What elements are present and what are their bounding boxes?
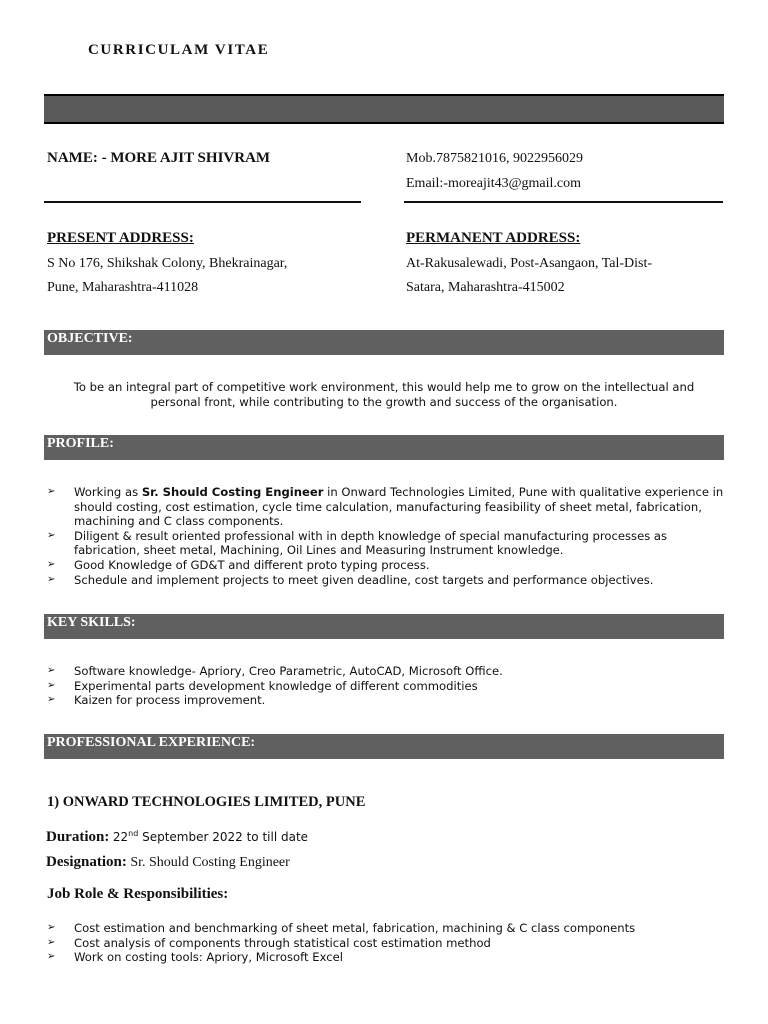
designation-field [46, 854, 290, 871]
designation-label: Designation: [46, 854, 127, 870]
duration-field [46, 829, 308, 846]
permanent-address-line-1: At-Rakusalewadi, Post-Asangaon, Tal-Dist- [406, 256, 653, 271]
list-item: ➢ Work on costing tools: Apriory, Microsoft Excel [47, 950, 343, 965]
arrow-bullet-icon: ➢ [47, 951, 56, 963]
present-address-heading: PRESENT ADDRESS: [47, 230, 194, 246]
header-bar [44, 94, 724, 124]
list-item: ➢ Good Knowledge of GD&T and different proto typing process. [47, 557, 430, 572]
email-address: Email:-moreajit43@gmail.com [406, 176, 582, 191]
duration-label: Duration: [46, 829, 110, 845]
list-item: ➢ Software knowledge- Apriory, Creo Parametric, AutoCAD, Microsoft Office. [47, 664, 503, 678]
company-name: 1) ONWARD TECHNOLOGIES LIMITED, PUNE [47, 794, 366, 810]
responsibilities-list [46, 921, 736, 965]
arrow-bullet-icon: ➢ [47, 558, 56, 570]
mobile-number: Mob.7875821016, 9022956029 [406, 151, 583, 166]
arrow-bullet-icon: ➢ [47, 922, 56, 933]
arrow-bullet-icon: ➢ [47, 486, 56, 497]
key-skills-section-header: KEY SKILLS: [44, 614, 724, 639]
permanent-address-line-2: Satara, Maharashtra-415002 [406, 280, 565, 295]
list-item: ➢ Working as Sr. Should Costing Engineer in Onward Technologies Limited, Pune with qualitative experience in should costing, cost estimation, cycle time calculation, manufacturing feasibility of sheet metal, fabrication, machining and C class components. [47, 485, 724, 529]
profile-list [46, 485, 736, 587]
divider-right [404, 201, 723, 203]
job-title-highlight: Sr. Should Costing Engineer [141, 485, 324, 499]
divider-left [44, 201, 361, 203]
designation-value: Sr. Should Costing Engineer [130, 855, 290, 870]
job-role-heading: Job Role & Responsibilities: [47, 886, 229, 902]
key-skills-list [46, 664, 736, 708]
list-item: ➢ Cost estimation and benchmarking of sheet metal, fabrication, machining & C class components [47, 921, 636, 935]
arrow-bullet-icon: ➢ [47, 936, 56, 948]
duration-value: 22nd September 2022 to till date [112, 829, 309, 844]
arrow-bullet-icon: ➢ [47, 529, 56, 541]
list-item: ➢ Kaizen for process improvement. [47, 693, 266, 708]
list-item: ➢ Experimental parts development knowledge of different commodities [47, 678, 478, 693]
permanent-address-heading: PERMANENT ADDRESS: [406, 230, 581, 246]
arrow-bullet-icon: ➢ [47, 573, 56, 585]
candidate-name: NAME: - MORE AJIT SHIVRAM [47, 150, 271, 166]
arrow-bullet-icon: ➢ [47, 694, 56, 706]
profile-section-header: PROFILE: [44, 435, 724, 460]
objective-section-header: OBJECTIVE: [44, 330, 724, 355]
present-address-line-1: S No 176, Shikshak Colony, Bhekrainagar, [47, 256, 288, 271]
objective-text: To be an integral part of competitive work environment, this would help me to grow on the intellectual and personal front, while contributing to the growth and success of the organisation. [73, 380, 695, 409]
list-item: ➢ Schedule and implement projects to meet given deadline, cost targets and performance objectives. [47, 572, 654, 587]
arrow-bullet-icon: ➢ [47, 665, 56, 676]
list-item: ➢ Cost analysis of components through statistical cost estimation method [47, 935, 491, 950]
arrow-bullet-icon: ➢ [47, 679, 56, 691]
document-title: CURRICULAM VITAE [88, 42, 270, 58]
list-item: ➢ Diligent & result oriented professional with in depth knowledge of special manufacturing processes as fabrication, sheet metal, Machining, Oil Lines and Measuring Instrument knowledge. [47, 528, 668, 558]
present-address-line-2: Pune, Maharashtra-411028 [47, 280, 199, 295]
experience-section-header: PROFESSIONAL EXPERIENCE: [44, 734, 724, 759]
